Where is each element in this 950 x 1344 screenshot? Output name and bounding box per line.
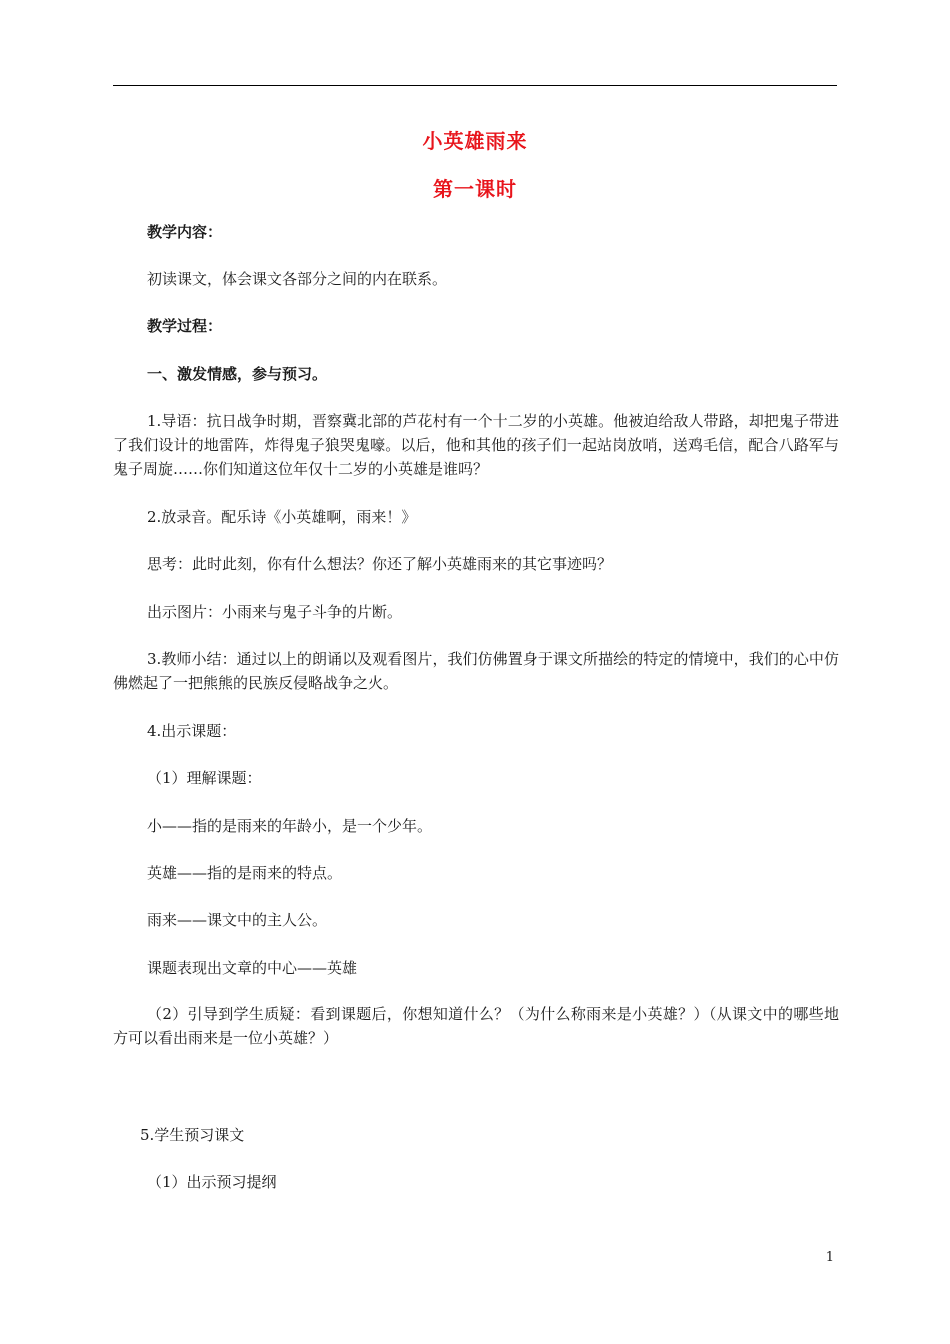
paragraph-show-picture: 出示图片：小雨来与鬼子斗争的片断。 bbox=[147, 603, 403, 621]
teaching-content-text: 初读课文，体会课文各部分之间的内在联系。 bbox=[147, 270, 448, 288]
document-subtitle: 第一课时 bbox=[433, 177, 517, 201]
heading-teaching-content: 教学内容： bbox=[147, 223, 223, 241]
page-number: 1 bbox=[825, 1250, 834, 1265]
paragraph-4-topic: 4.出示课题： bbox=[147, 722, 237, 740]
definition-center: 课题表现出文章的中心——英雄 bbox=[147, 959, 358, 977]
paragraph-4-1-understand: （1）理解课题： bbox=[147, 769, 262, 787]
paragraph-2-recording: 2.放录音。配乐诗《小英雄啊，雨来！》 bbox=[147, 508, 417, 526]
paragraph-5-1-outline: （1）出示预习提纲 bbox=[147, 1173, 277, 1191]
paragraph-4-2-questions: （2）引导到学生质疑：看到课题后，你想知道什么？（为什么称雨来是小英雄？）（从课文中的哪些地方可以看出雨来是一位小英雄？） bbox=[113, 1005, 839, 1047]
definition-hero: 英雄——指的是雨来的特点。 bbox=[147, 864, 343, 882]
header-rule bbox=[113, 85, 837, 86]
section-1-heading: 一、激发情感，参与预习。 bbox=[147, 365, 328, 383]
paragraph-5-preview: 5.学生预习课文 bbox=[140, 1126, 245, 1144]
document-title: 小英雄雨来 bbox=[422, 129, 528, 153]
paragraph-3-summary: 3.教师小结：通过以上的朗诵以及观看图片，我们仿佛置身于课文所描绘的特定的情境中，我们的心中仿佛燃起了一把熊熊的民族反侵略战争之火。 bbox=[113, 650, 839, 692]
paragraph-think: 思考：此时此刻，你有什么想法？你还了解小英雄雨来的其它事迹吗？ bbox=[147, 555, 613, 573]
paragraph-1-introduction: 1.导语：抗日战争时期，晋察冀北部的芦花村有一个十二岁的小英雄。他被迫给敌人带路，却把鬼子带进了我们设计的地雷阵，炸得鬼子狼哭鬼嚎。以后，他和其他的孩子们一起站岗放哨，送鸡毛信，配合八路军与鬼子周旋……你们知道这位年仅十二岁的小英雄是谁吗？ bbox=[113, 412, 839, 478]
heading-teaching-process: 教学过程： bbox=[147, 317, 223, 335]
definition-yulai: 雨来——课文中的主人公。 bbox=[147, 911, 328, 929]
definition-small: 小——指的是雨来的年龄小，是一个少年。 bbox=[147, 817, 433, 835]
